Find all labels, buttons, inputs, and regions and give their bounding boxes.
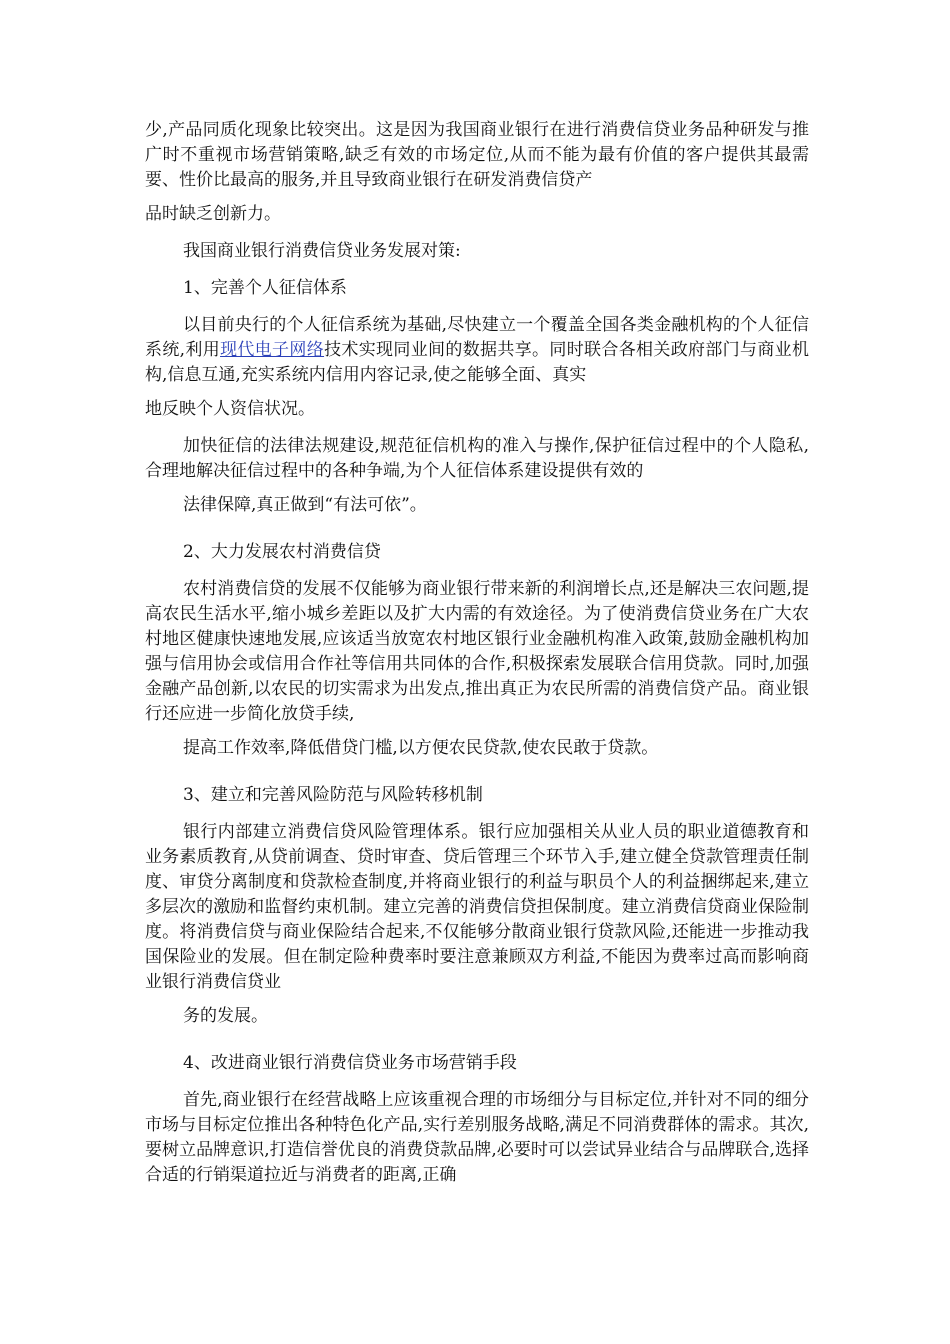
link-modern-network[interactable]: 现代电子网络 <box>220 340 325 360</box>
heading-personal-credit: 1、完善个人征信体系 <box>183 278 347 298</box>
paragraph-text-last-line: 品时缺乏创新力。 <box>145 204 281 224</box>
paragraph-text: 技术实现同业间的数据共享。同时联合各相关政府部门与商业机构,信息互通,充实系统内信用内容记录,使之能够全面、真实 <box>145 340 810 385</box>
paragraph-text-last-line: 法律保障,真正做到“有法可依”。 <box>183 495 427 515</box>
paragraph-credit-system <box>145 313 809 422</box>
paragraph-text-last-line: 务的发展。 <box>183 1006 268 1026</box>
paragraph-risk-management <box>145 820 809 1029</box>
paragraph-rural-credit <box>145 577 809 761</box>
heading-marketing: 4、改进商业银行消费信贷业务市场营销手段 <box>183 1053 517 1073</box>
section-intro-heading: 我国商业银行消费信贷业务发展对策: <box>183 241 461 261</box>
paragraph-text: 农村消费信贷的发展不仅能够为商业银行带来新的利润增长点,还是解决三农问题,提高农民生活水平,缩小城乡差距以及扩大内需的有效途径。为了使消费信贷业务在广大农村地区健康快速地发展,应该适当放宽农村地区银行业金融机构准入政策,鼓励金融机构加强与信用协会或信用合作社等信用共同体的合作,积极探索发展联合信用贷款。同时,加强金融产品创新,以农民的切实需求为出发点,推出真正为农民所需的消费信贷产品。商业银行还应进一步简化放贷手续, <box>145 579 809 724</box>
paragraph-text-last-line: 地反映个人资信状况。 <box>145 399 315 419</box>
document-page <box>145 118 809 1188</box>
heading-risk-mechanism: 3、建立和完善风险防范与风险转移机制 <box>183 785 483 805</box>
paragraph-text: 加快征信的法律法规建设,规范征信机构的准入与操作,保护征信过程中的个人隐私,合理地解决征信过程中的各种争端,为个人征信体系建设提供有效的 <box>145 436 809 481</box>
paragraph-credit-law <box>145 434 809 518</box>
paragraph-text: 少,产品同质化现象比较突出。这是因为我国商业银行在进行消费信贷业务品种研发与推广时不重视市场营销策略,缺乏有效的市场定位,从而不能为最有价值的客户提供其最需要、性价比最高的服务,并且导致商业银行在研发消费信贷产 <box>145 120 809 190</box>
paragraph-text: 银行内部建立消费信贷风险管理体系。银行应加强相关从业人员的职业道德教育和业务素质教育,从贷前调查、贷时审查、贷后管理三个环节入手,建立健全贷款管理责任制度、审贷分离制度和贷款检查制度,并将商业银行的利益与职员个人的利益捆绑起来,建立多层次的激励和监督约束机制。建立完善的消费信贷担保制度。建立消费信贷商业保险制度。将消费信贷与商业保险结合起来,不仅能够分散商业银行贷款风险,还能进一步推动我国保险业的发展。但在制定险种费率时要注意兼顾双方利益,不能因为费率过高而影响商业银行消费信贷业 <box>145 822 809 992</box>
paragraph-product-homogeneity <box>145 118 809 227</box>
paragraph-text-last-line: 提高工作效率,降低借贷门槛,以方便农民贷款,使农民敢于贷款。 <box>183 738 659 758</box>
paragraph-marketing: 首先,商业银行在经营战略上应该重视合理的市场细分与目标定位,并针对不同的细分市场与目标定位推出各种特色化产品,实行差别服务战略,满足不同消费群体的需求。其次,要树立品牌意识,打造信誉优良的消费贷款品牌,必要时可以尝试异业结合与品牌联合,选择合适的行销渠道拉近与消费者的距离,正确 <box>145 1090 809 1185</box>
paragraph-text: 以目前央行的个人征信系统为基础,尽快建立一个覆盖全国各类金融机构的个人征信系统,利用 <box>145 315 809 360</box>
heading-rural-credit: 2、大力发展农村消费信贷 <box>183 542 381 562</box>
